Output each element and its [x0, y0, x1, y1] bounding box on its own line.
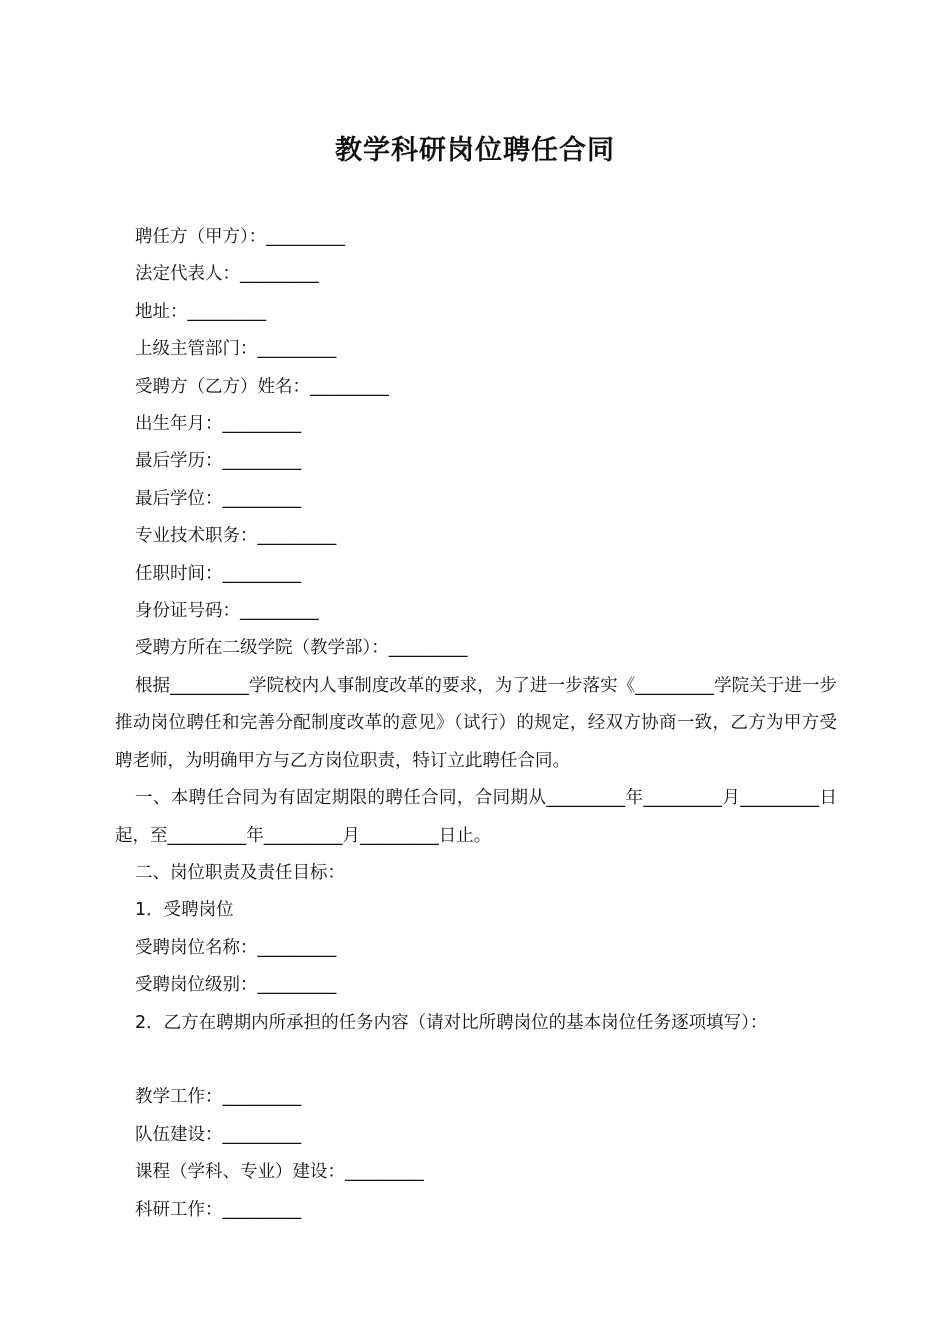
- id-number-line: 身份证号码：_________: [135, 601, 319, 622]
- document-title: 教学科研岗位聘任合同: [335, 135, 615, 166]
- degree-line: 最后学位：_________: [135, 488, 302, 509]
- party-b-name-line: 受聘方（乙方）姓名：_________: [135, 376, 389, 397]
- post-level-line: 受聘岗位级别：_________: [135, 975, 337, 996]
- section-2-heading: 二、岗位职责及责任目标：: [135, 862, 345, 883]
- superior-dept-line: 上级主管部门：_________: [135, 339, 337, 360]
- teaching-line: 教学工作：_________: [135, 1087, 302, 1108]
- document-body: [115, 219, 837, 1229]
- address-line: 地址：_________: [135, 301, 267, 322]
- title-position-line: 专业技术职务：_________: [135, 526, 337, 547]
- clause-1-paragraph: 一、本聘任合同为有固定期限的聘任合同，合同期从_________年_________月_________日起，至_________年_________月_________日止。: [115, 788, 837, 846]
- research-line: 科研工作：_________: [135, 1199, 302, 1220]
- birth-line: 出生年月：_________: [135, 414, 302, 435]
- course-line: 课程（学科、专业）建设：_________: [135, 1162, 424, 1183]
- legal-rep-line: 法定代表人：_________: [135, 264, 319, 285]
- item-2-heading: 2．乙方在聘期内所承担的任务内容（请对比所聘岗位的基本岗位任务逐项填写）：: [135, 1012, 768, 1033]
- education-line: 最后学历：_________: [135, 451, 302, 472]
- post-name-line: 受聘岗位名称：_________: [135, 937, 337, 958]
- team-line: 队伍建设：_________: [135, 1124, 302, 1145]
- blank-spacer: [115, 1042, 837, 1079]
- intro-paragraph: 根据_________学院校内人事制度改革的要求，为了进一步落实《_________学院关于进一步推动岗位聘任和完善分配制度改革的意见》（试行）的规定，经双方协商一致，乙方为甲方受聘老师，为明确甲方与乙方岗位职责，特订立此聘任合同。: [115, 675, 837, 771]
- item-1-heading: 1．受聘岗位: [135, 900, 234, 921]
- appointment-time-line: 任职时间：_________: [135, 563, 302, 584]
- college-line: 受聘方所在二级学院（教学部）：_________: [135, 638, 468, 659]
- party-a-line: 聘任方（甲方）：_________: [135, 227, 345, 247]
